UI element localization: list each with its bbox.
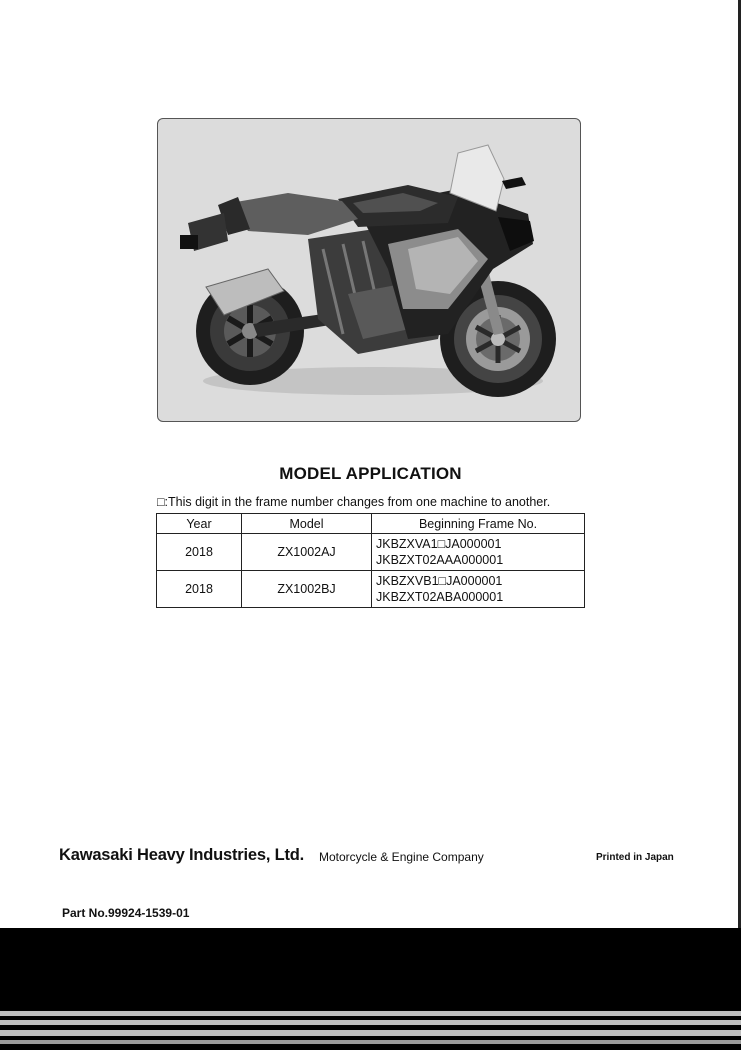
motorcycle-photo (157, 118, 581, 422)
frame-no: JKBZXVB1□JA000001 (376, 574, 503, 588)
printed-in: Printed in Japan (596, 852, 674, 863)
header-year: Year (157, 514, 242, 534)
year-cell: 2018 (157, 571, 242, 608)
motorcycle-illustration-icon (158, 119, 579, 420)
part-number: Part No.99924-1539-01 (62, 906, 190, 920)
year-cell: 2018 (157, 534, 242, 571)
page-title: MODEL APPLICATION (279, 464, 462, 483)
footer-stripe (0, 1040, 741, 1044)
table-row (157, 534, 585, 571)
model-cell: ZX1002AJ (242, 534, 372, 571)
frame-no-cell (372, 534, 585, 571)
footer-stripe (0, 1030, 741, 1036)
model-application-table (156, 513, 585, 608)
frame-no: JKBZXT02AAA000001 (376, 553, 504, 567)
company-name: Kawasaki Heavy Industries, Ltd. (59, 846, 305, 864)
frame-no: JKBZXVA1□JA000001 (376, 537, 502, 551)
frame-number-note: □:This digit in the frame number changes from one machine to another. (157, 495, 551, 509)
frame-no-cell (372, 571, 585, 608)
model-cell: ZX1002BJ (242, 571, 372, 608)
footer-stripe (0, 1020, 741, 1025)
table-row (157, 571, 585, 608)
header-model: Model (242, 514, 372, 534)
footer-stripe (0, 1011, 741, 1016)
company-division: Motorcycle & Engine Company (319, 850, 484, 864)
frame-no: JKBZXT02ABA000001 (376, 590, 504, 604)
table-header-row (157, 514, 585, 534)
header-frame-no: Beginning Frame No. (372, 514, 585, 534)
